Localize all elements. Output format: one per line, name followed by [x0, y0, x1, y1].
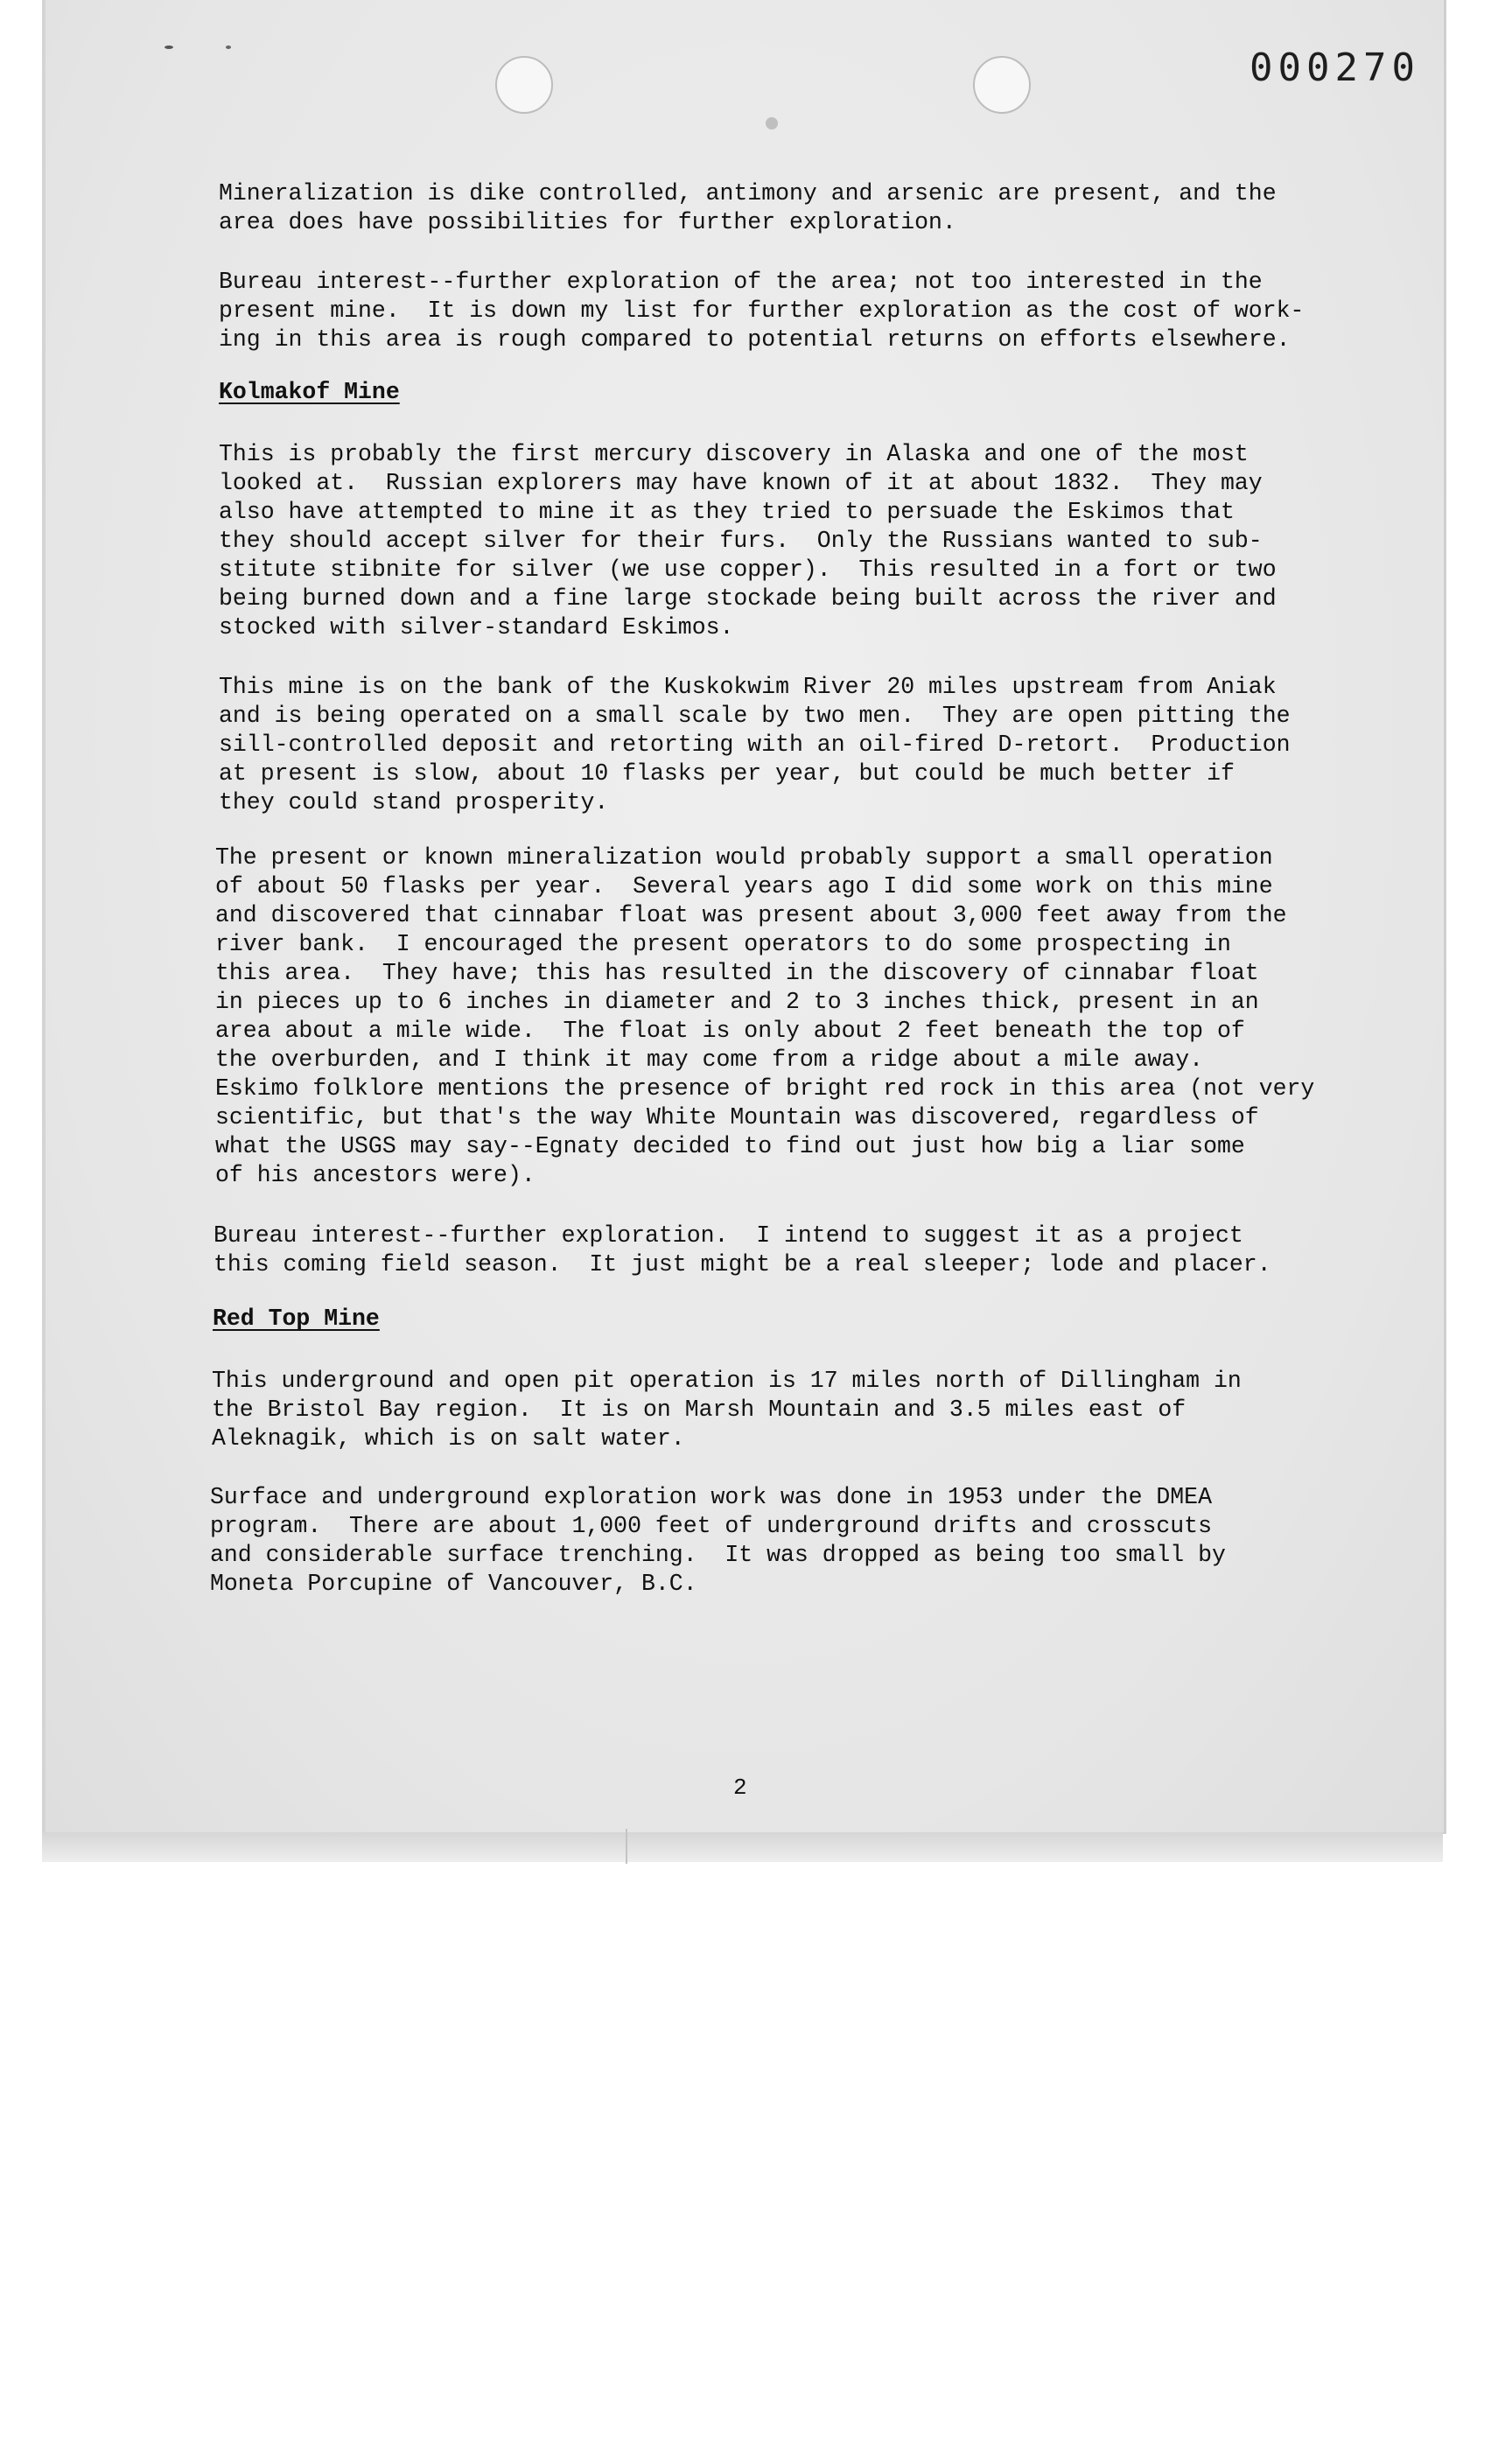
fold-line — [626, 1829, 627, 1864]
scan-edge-shadow — [42, 1832, 1443, 1862]
ink-smudge — [766, 117, 778, 130]
punch-hole-right — [973, 56, 1031, 114]
paragraph-kolmakof-operation: This mine is on the bank of the Kuskokwim River 20 miles upstream from Aniak and is being operated on a small scale by two men. They are open pitting the sill-controlled deposit and retorting with an oil-fired D-retort. Production at present is slow, about 10 flasks per year, but could be much better if they could stand prosperity. — [219, 674, 1291, 816]
paragraph-mineralization: Mineralization is dike controlled, antimony and arsenic are present, and the area does have possibilities for further exploration. — [219, 180, 1277, 235]
ink-mark — [226, 46, 231, 49]
ink-mark — [164, 46, 173, 49]
page-number: 2 — [733, 1774, 747, 1801]
paragraph-red-top-exploration: Surface and underground exploration work was done in 1953 under the DMEA program. There are about 1,000 feet of underground drifts and crosscuts and considerable surface trenching. It was dropped as being too small by Moneta Porcupine of Vancouver, B.C. — [210, 1484, 1226, 1597]
paragraph-bureau-interest-1: Bureau interest--further exploration of the area; not too interested in the present mine. It is down my list for further exploration as the cost of work- ing in this area is rough compared to potential returns on efforts elsewhere. — [219, 269, 1305, 353]
punch-hole-left — [495, 56, 553, 114]
paragraph-bureau-interest-2: Bureau interest--further exploration. I intend to suggest it as a project this coming field season. It just might be a real sleeper; lode and placer. — [214, 1222, 1271, 1278]
paragraph-kolmakof-history: This is probably the first mercury discovery in Alaska and one of the most looked at. Russian explorers may have known of it at about 1832. They may also have attempted to mine it as they tried to persuade the Eskimos that they should accept silver for their furs. Only the Russians wanted to sub- stitute stibnite for silver (we use copper). This resulted in a fort or two being burned down and a fine large stockade being built across the river and stocked with silver-standard Eskimos. — [219, 441, 1277, 640]
paragraph-red-top-location: This underground and open pit operation is 17 miles north of Dillingham in the Bristol Bay region. It is on Marsh Mountain and 3.5 miles east of Aleknagik, which is on salt water. — [212, 1368, 1242, 1452]
heading-kolmakof-mine: Kolmakof Mine — [219, 379, 400, 405]
document-number: 000270 — [1250, 46, 1420, 90]
paragraph-kolmakof-mineralization: The present or known mineralization would probably support a small operation of about 50 flasks per year. Several years ago I did some work on this mine and discovered that cinnabar float was present about 3,000 feet away from the river bank. I encouraged the present operators to do some prospecting in this area. They have; this has resulted in the discovery of cinnabar float in pieces up to 6 inches in diameter and 2 to 3 inches thick, present in an area about a mile wide. The float is only about 2 feet beneath the top of the overburden, and I think it may come from a ridge about a mile away. Eskimo folklore mentions the presence of bright red rock in this area (not very scientific, but that's the way White Mountain was discovered, regardless of what the USGS may say--Egnaty decided to find out just how big a liar some of his ancestors were). — [215, 844, 1315, 1188]
heading-red-top-mine: Red Top Mine — [213, 1306, 380, 1332]
